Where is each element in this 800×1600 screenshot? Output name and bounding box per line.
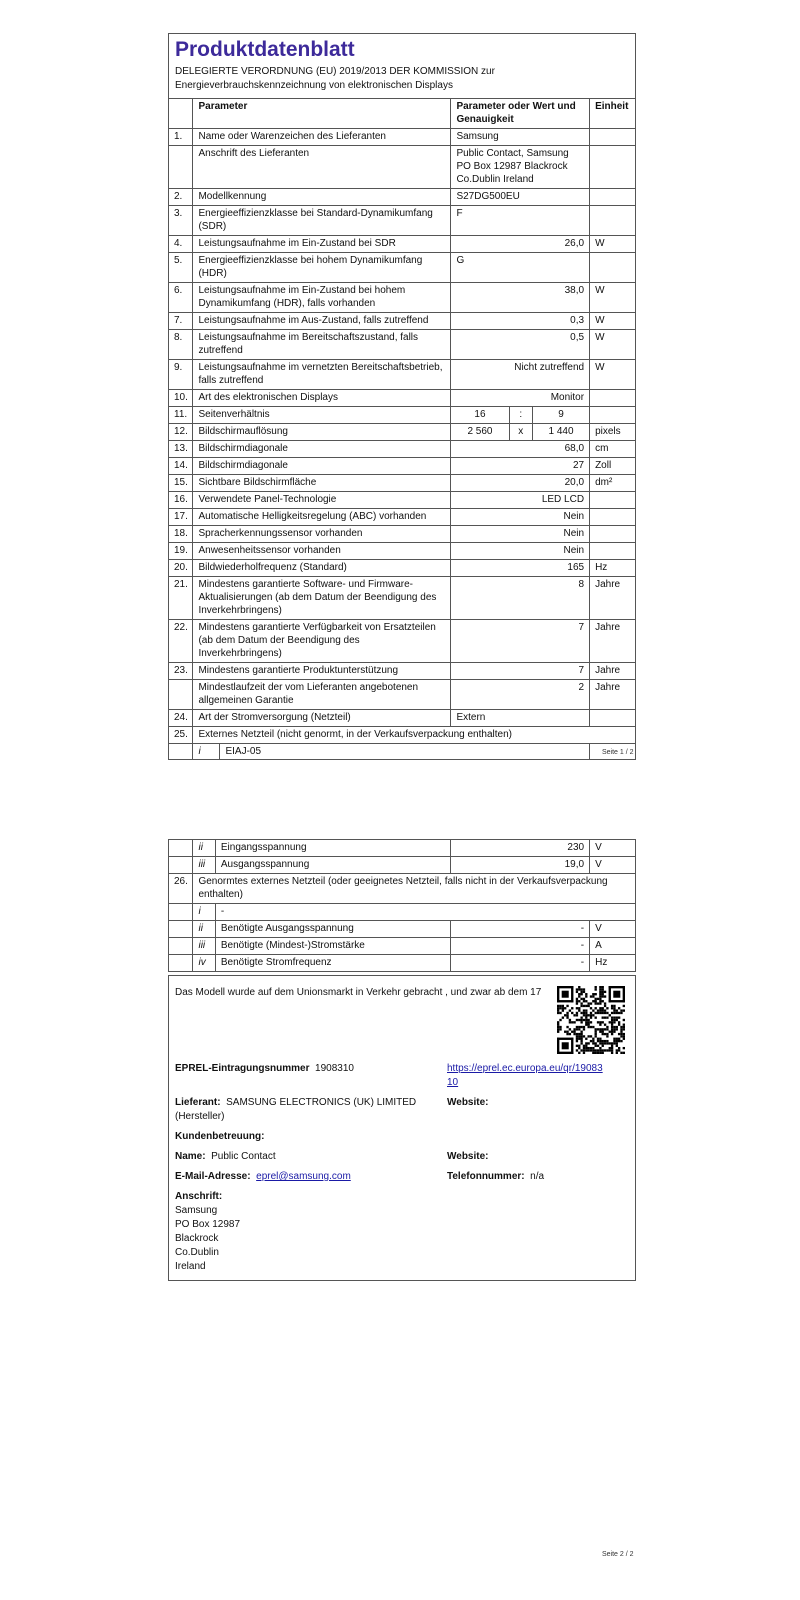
table-row: 14. Bildschirmdiagonale 27 Zoll (169, 458, 636, 475)
header-parameter: Parameter (193, 99, 451, 129)
table-row: i - (169, 904, 636, 921)
supplier-line (175, 1096, 437, 1124)
contact-name-line (175, 1150, 276, 1164)
table-row: 23. Mindestens garantierte Produktunterstützung 7 Jahre (169, 663, 636, 680)
qr-code-icon[interactable] (557, 986, 625, 1054)
phone-line (447, 1170, 544, 1184)
table-row: 21. Mindestens garantierte Software- und Firmware-Aktualisierungen (ab dem Datum der Beendigung des Inverkehrbringens) 8 Jahre (169, 577, 636, 620)
table-row: 19. Anwesenheitssensor vorhanden Nein (169, 543, 636, 560)
header-unit: Einheit (590, 99, 636, 129)
address-block (175, 1190, 240, 1274)
table-row: i EIAJ-05 (169, 744, 636, 760)
spec-table-continued (168, 839, 636, 972)
market-date-text: Das Modell wurde auf dem Unionsmarkt in Verkehr gebracht , und zwar ab dem 17 (175, 987, 542, 998)
email-label: E-Mail-Adresse: (175, 1171, 251, 1182)
datasheet-page-2 (168, 839, 636, 972)
supplier-value: SAMSUNG ELECTRONICS (UK) LIMITED (Hersteller) (175, 1097, 417, 1122)
table-header-row (169, 99, 636, 129)
table-row: 13. Bildschirmdiagonale 68,0 cm (169, 441, 636, 458)
spec-table (168, 98, 636, 760)
table-row: ii Benötigte Ausgangsspannung - V (169, 921, 636, 938)
header-value: Parameter oder Wert und Genauigkeit (451, 99, 590, 129)
table-row: 8. Leistungsaufnahme im Bereitschaftszustand, falls zutreffend 0,5 W (169, 330, 636, 360)
eprel-number: 1908310 (315, 1063, 354, 1074)
table-row: 10. Art des elektronischen Displays Monitor (169, 390, 636, 407)
address-label: Anschrift: (175, 1191, 223, 1202)
table-row: 18. Spracherkennungssensor vorhanden Nein (169, 526, 636, 543)
name-label: Name: (175, 1151, 206, 1162)
table-row: 4. Leistungsaufnahme im Ein-Zustand bei SDR 26,0 W (169, 236, 636, 253)
table-row: iv Benötigte Stromfrequenz - Hz (169, 955, 636, 972)
eprel-registration (175, 1062, 435, 1076)
datasheet-header (168, 33, 636, 98)
table-row: 15. Sichtbare Bildschirmfläche 20,0 dm² (169, 475, 636, 492)
table-row: 20. Bildwiederholfrequenz (Standard) 165 Hz (169, 560, 636, 577)
address-line: PO Box 12987 (175, 1219, 241, 1230)
table-row: 17. Automatische Helligkeitsregelung (ABC) vorhanden Nein (169, 509, 636, 526)
table-row: 2. Modellkennung S27DG500EU (169, 189, 636, 206)
table-row: 1. Name oder Warenzeichen des Lieferanten Samsung (169, 129, 636, 146)
table-row: 7. Leistungsaufnahme im Aus-Zustand, falls zutreffend 0,3 W (169, 313, 636, 330)
table-row: 3. Energieeffizienzklasse bei Standard-Dynamikumfang (SDR) F (169, 206, 636, 236)
customer-support-label: Kundenbetreuung: (175, 1131, 265, 1142)
table-row: iii Benötigte (Mindest-)Stromstärke - A (169, 938, 636, 955)
regulation-subtitle: DELEGIERTE VERORDNUNG (EU) 2019/2013 DER KOMMISSION zur Energieverbrauchskennzeichnung von elektronischen Displays (175, 66, 495, 91)
table-row: 5. Energieeffizienzklasse bei hohem Dynamikumfang (HDR) G (169, 253, 636, 283)
address-line: Blackrock (175, 1233, 219, 1244)
datasheet-page-1 (168, 33, 636, 760)
phone-value: n/a (530, 1171, 545, 1182)
table-row: iii Ausgangsspannung 19,0 V (169, 857, 636, 874)
table-row: 24. Art der Stromversorgung (Netzteil) Extern (169, 710, 636, 727)
table-row: 16. Verwendete Panel-Technologie LED LCD (169, 492, 636, 509)
name-value: Public Contact (211, 1151, 276, 1162)
website-label: Website: (447, 1097, 489, 1108)
email-link[interactable]: eprel@samsung.com (256, 1171, 351, 1182)
address-line: Samsung (175, 1205, 218, 1216)
address-line: Co.Dublin (175, 1247, 219, 1258)
table-row: Mindestlaufzeit der vom Lieferanten angebotenen allgemeinen Garantie 2 Jahre (169, 680, 636, 710)
table-row: 6. Leistungsaufnahme im Ein-Zustand bei hohem Dynamikumfang (HDR), falls vorhanden 38,0 W (169, 283, 636, 313)
table-row: 22. Mindestens garantierte Verfügbarkeit von Ersatzteilen (ab dem Datum der Beendigung des Inverkehrbringens) 7 Jahre (169, 620, 636, 663)
table-row: 9. Leistungsaufnahme im vernetzten Bereitschaftsbetrieb, falls zutreffend Nicht zutreffend W (169, 360, 636, 390)
address-line: Ireland (175, 1261, 206, 1272)
supplier-label: Lieferant: (175, 1097, 221, 1108)
website-label-2: Website: (447, 1151, 489, 1162)
eprel-link[interactable]: https://eprel.ec.europa.eu/qr/1908310 (447, 1063, 603, 1088)
page-number: Seite 2 / 2 (602, 1551, 634, 1558)
page-title: Produktdatenblatt (175, 38, 355, 61)
supplier-info-box (168, 975, 636, 1281)
eprel-label: EPREL-Eintragungsnummer (175, 1063, 310, 1074)
page-number: Seite 1 / 2 (602, 749, 634, 756)
table-row: 11. Seitenverhältnis 16 : 9 (169, 407, 636, 424)
table-row: ii Eingangsspannung 230 V (169, 840, 636, 857)
email-line (175, 1170, 351, 1184)
table-row: 26. Genormtes externes Netzteil (oder geeignetes Netzteil, falls nicht in der Verkaufsverpackung enthalten) (169, 874, 636, 904)
table-row: 12. Bildschirmauflösung 2 560 x 1 440 pixels (169, 424, 636, 441)
table-row: Anschrift des Lieferanten Public Contact, Samsung PO Box 12987 Blackrock Co.Dublin Ireland (169, 146, 636, 189)
table-row: 25. Externes Netzteil (nicht genormt, in der Verkaufsverpackung enthalten) (169, 727, 636, 744)
phone-label: Telefonnummer: (447, 1171, 525, 1182)
